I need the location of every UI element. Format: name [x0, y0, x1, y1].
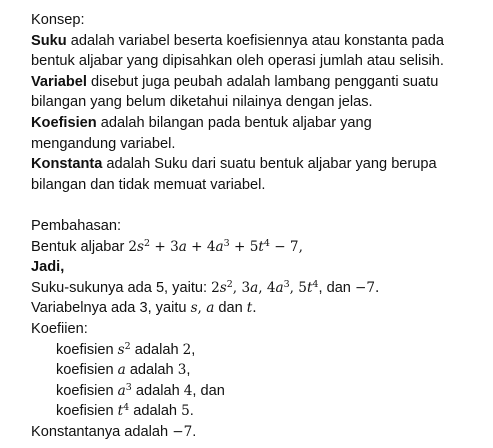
definition-suku-line-1 — [31, 31, 489, 52]
definition-konstanta-line-2: bilangan dan tidak memuat variabel. — [31, 176, 266, 193]
algebraic-expression: $2s^2 + 3a + 4a^3 + 5t^4 - 7$, — [128, 237, 303, 255]
definition-text: adalah bilangan pada bentuk aljabar yang — [96, 114, 372, 131]
variables-list: s, a — [190, 300, 215, 317]
term-suku: Suku — [31, 32, 67, 49]
pembahasan-heading: Pembahasan: — [31, 217, 122, 234]
variable-t: t. — [246, 300, 257, 317]
jadi-label: Jadi, — [31, 259, 65, 276]
coefficient-item: koefisien $s^2$ adalah 2, — [56, 340, 196, 358]
coefficient-value: 3 — [177, 362, 187, 379]
definition-text: disebut juga peubah adalah lambang pengganti suatu — [86, 73, 439, 90]
constant-label: Konstantanya adalah — [31, 423, 173, 440]
variables-conjunction: dan — [214, 300, 247, 317]
definition-variabel-line-2: bilangan yang belum diketahui nilainya dengan jelas. — [31, 94, 373, 111]
term-variabel: Variabel — [31, 73, 87, 90]
coefficient-item: koefisien $a^3$ adalah 4, dan — [56, 381, 225, 399]
algebraic-expression-line — [31, 237, 489, 258]
konsep-heading: Konsep: — [31, 12, 85, 28]
terms-list: $2s^2$, 3a, $4a^3$, $5t^4$ — [211, 278, 319, 296]
term-koefisien: Koefisien — [31, 114, 97, 131]
definition-text: adalah variabel beserta koefisiennya atau konstanta pada — [66, 32, 444, 49]
coefficient-item: koefisien a adalah 3, — [56, 362, 191, 379]
coefficient-variable: $a^3$ — [117, 381, 132, 399]
constant-term: −7. — [354, 279, 380, 296]
definition-text: adalah Suku dari suatu bentuk aljabar yang berupa — [102, 156, 437, 173]
definition-konstanta-line-1 — [31, 154, 489, 175]
spacer — [31, 195, 489, 216]
coefficient-item: koefisien $t^4$ adalah 5. — [56, 402, 194, 420]
document-body — [31, 10, 489, 442]
terms-label: Suku-sukunya ada 5, yaitu: — [31, 279, 212, 296]
terms-conjunction: , dan — [318, 279, 355, 296]
coefficient-value: 4 — [183, 382, 193, 399]
coefficient-variable: $s^2$ — [117, 340, 131, 358]
coefficient-variable: $t^4$ — [117, 402, 130, 420]
constant-line: Konstantanya adalah −7. — [31, 423, 197, 440]
variables-label: Variabelnya ada 3, yaitu — [31, 300, 191, 317]
coefficient-variable: a — [117, 362, 126, 379]
variables-line — [31, 298, 489, 319]
coefficient-value: 2 — [182, 341, 192, 358]
coefficients-heading: Koefiien: — [31, 320, 88, 337]
term-konstanta: Konstanta — [31, 156, 103, 173]
coefficient-value: 5 — [181, 403, 190, 420]
jadi-line — [31, 257, 489, 278]
expression-label: Bentuk aljabar — [31, 238, 129, 255]
definition-koefisien-line-2: mengandung variabel. — [31, 135, 176, 152]
definition-koefisien-line-1 — [31, 113, 489, 134]
definition-suku-line-2: bentuk aljabar yang dipisahkan oleh operasi jumlah atau selisih. — [31, 53, 444, 70]
constant-value: −7 — [172, 423, 193, 440]
terms-line — [31, 278, 489, 299]
definition-variabel-line-1 — [31, 72, 489, 93]
